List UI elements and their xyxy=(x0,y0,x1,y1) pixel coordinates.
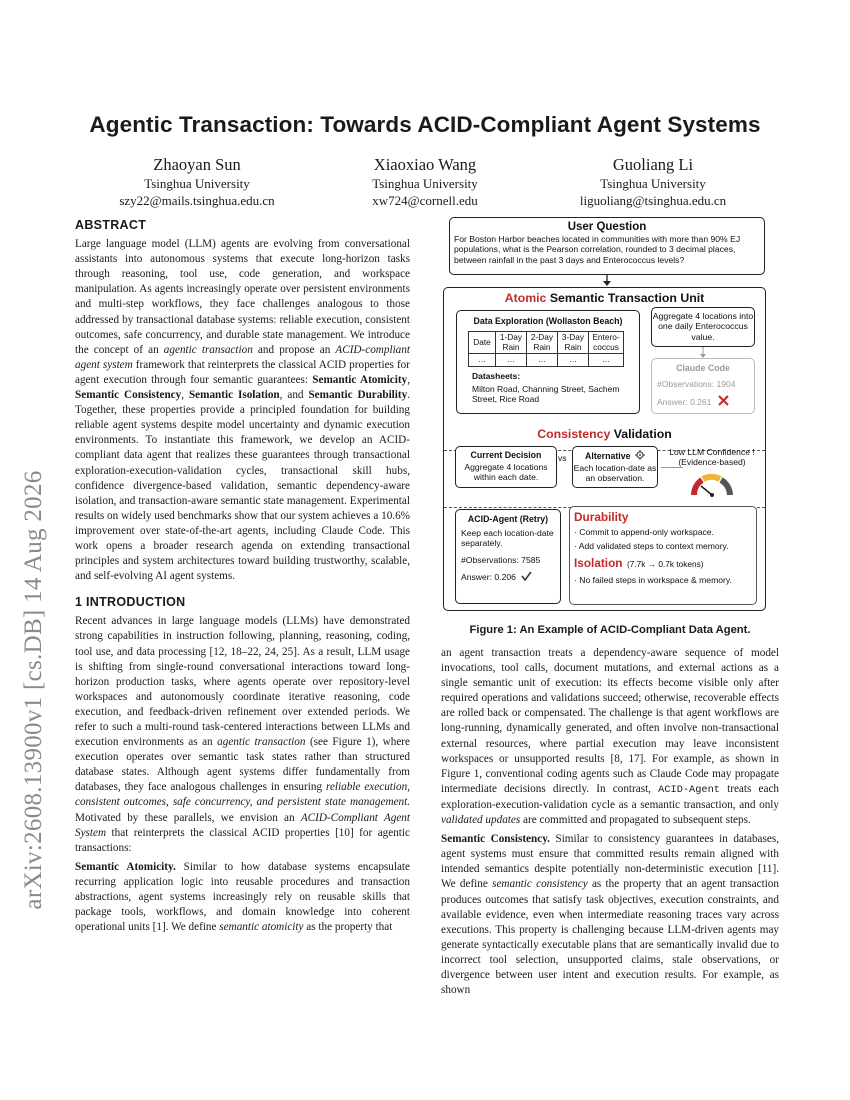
table-row xyxy=(469,354,624,367)
check-icon xyxy=(521,571,532,581)
connector-line xyxy=(661,467,683,468)
alternative-box xyxy=(572,446,658,488)
durability-title: Durability xyxy=(574,510,629,524)
durability-box xyxy=(569,506,757,605)
confidence-gauge-icon xyxy=(690,471,734,497)
alternative-text: Each location-date as an observation. xyxy=(573,463,657,484)
left-column xyxy=(75,218,410,935)
intro-heading: 1 INTRODUCTION xyxy=(75,595,186,610)
gear-icon xyxy=(635,450,645,460)
table-header-cell: Entero-coccus xyxy=(589,332,624,354)
exploration-table xyxy=(468,331,624,367)
isolation-note: (7.7k → 0.7k tokens) xyxy=(626,559,704,569)
author-affiliation: Tsinghua University xyxy=(600,176,706,191)
retry-box xyxy=(455,509,561,604)
author-affiliation: Tsinghua University xyxy=(144,176,250,191)
isolation-row xyxy=(574,554,756,572)
retry-answer: Answer: 0.206 xyxy=(461,571,516,582)
paper-title: Agentic Transaction: Towards ACID-Compliant Agent Systems xyxy=(89,112,761,137)
table-header-cell: 2-Day Rain xyxy=(527,332,558,354)
retry-answer-row xyxy=(461,571,560,582)
claude-code-box xyxy=(651,358,755,414)
author-email: szy22@mails.tsinghua.edu.cn xyxy=(119,193,275,208)
author-name: Xiaoxiao Wang xyxy=(373,155,477,174)
abstract-heading: ABSTRACT xyxy=(75,218,147,232)
table-cell: … xyxy=(558,354,589,367)
user-question-box xyxy=(449,217,765,275)
retry-text: Keep each location-date separately. xyxy=(461,528,554,549)
isolation-item: · No failed steps in workspace & memory. xyxy=(574,575,732,585)
right-paragraph-1: an agent transaction treats a dependency-aware sequence of model invocations, tool calls, document mutations, and external actions as a single semantic unit of execution: its effects become visible only after required operations and validations succeed; otherwise, recoverable effects are rolled back or compensated. The challenge is that agent workflows are long-running, dynamically generated, and often involve non-transactional external resources, where partial execution may leave inconsistent workspaces or unsupported results [8, 17]. For example, as shown in Figure 1, conventional coding agents such as Claude Code may propagate intermediate decisions directly. In contrast, ACID-Agent treats each exploration-execution-validation cycle as a semantic transaction, and only validated updates are committed and propagated to subsequent steps. xyxy=(441,647,780,827)
retry-title: ACID-Agent (Retry) xyxy=(467,514,549,524)
abstract-text: Large language model (LLM) agents are evolving from conversational assistants into autonomous systems that execute long-horizon tasks through reasoning, tool use, code generation, and workspace manipulation. As agents increasingly operate over persistent environments and multi-step workflows, they face challenges analogous to those addressed by transactional database systems: reliable execution, consistent outcomes, safe concurrency, and durable state management. We introduce the concept of an agentic transaction and propose an ACID-compliant agent system framework that reinterprets the classical ACID properties for agent execution through four semantic guarantees: Semantic Atomicity, Semantic Consistency, Semantic Isolation, and Semantic Durability. Together, these properties provide a principled foundation for building reliable agent systems despite model uncertainty and dynamic execution environments. To instantiate this framework, we develop an ACID-compliant data agent that realizes these guarantees through transactional exploration-execution-validation cycles, transactional skill hubs, confidence divergence-based validation, semantic dependency-aware isolation, and transaction-aware semantic state management. Experimental results on widely used benchmarks show that our system achieves a 10.6% improvement over state-of-the-art agents, including Claude Code. This work opens a broader research agenda on extending transactional principles and system architectures toward building trustworthy, scalable, and self-evolving AI agent systems. xyxy=(75,238,411,583)
arrow-down-icon xyxy=(601,275,613,287)
exploration-title: Data Exploration (Wollaston Beach) xyxy=(473,316,623,326)
durability-item: · Add validated steps to context memory. xyxy=(574,541,729,551)
durability-item: · Commit to append-only workspace. xyxy=(574,527,714,537)
figure-caption: Figure 1: An Example of ACID-Compliant Data Agent. xyxy=(469,624,751,636)
claude-observations: #Observations: 1904 xyxy=(657,379,736,389)
claude-code-title: Claude Code xyxy=(676,363,730,373)
atomic-title: Atomic Semantic Transaction Unit xyxy=(504,291,705,305)
data-exploration-box xyxy=(456,310,640,414)
aggregate-box: Aggregate 4 locations into one daily Enterococcus value. xyxy=(651,307,755,347)
current-decision-title: Current Decision xyxy=(470,450,542,460)
intro-paragraph-2: Semantic Atomicity. Similar to how database systems encapsulate recurring application logic into reusable procedures and transaction abstractions, agent systems increasingly rely on reusable skills that package tools, workflows, and domain knowledge into coherent operational units [1]. We define semantic atomicity as the property that xyxy=(75,860,411,934)
isolation-title: Isolation xyxy=(574,556,623,570)
table-header-cell: 1-Day Rain xyxy=(496,332,527,354)
author-name: Guoliang Li xyxy=(612,155,694,174)
user-question-text: For Boston Harbor beaches located in communities with more than 90% EJ populations, what is the Pearson correlation, rounded to 3 decimal places, between rainfall in the past 3 days and Enterococcus levels? xyxy=(454,234,741,265)
table-row xyxy=(469,332,624,354)
datasheets-list: Milton Road, Channing Street, Sachem Street, Rice Road xyxy=(472,383,620,404)
consistency-title: Consistency Validation xyxy=(537,427,672,441)
table-header-cell: Date xyxy=(469,332,496,354)
current-decision-box xyxy=(455,446,557,488)
right-paragraph-2: Semantic Consistency. Similar to consistency guarantees in databases, agent systems must ensure that committed results remain aligned with intended semantics despite potentially non-deterministic execution [11]. We define semantic consistency as the property that an agent transaction produces outcomes that satisfy task objectives, execution constraints, and available evidence, even when intermediate reasoning traces vary across executions. This property is challenging because LLM-driven agents may generate syntactically executable plans that are semantically invalid due to incorrect tool selection, unsupported claims, stale observations, or divergence between user intent and execution results. For example, as shown xyxy=(441,833,779,997)
intro-paragraph-1: Recent advances in large language models (LLMs) have demonstrated strong capabilities in instruction following, planning, reasoning, coding, tool use, and data processing [12, 18–22, 24, 25]. As a result, LLM usage is shifting from single-round conversational interactions toward long-horizon production tasks, where agents operate over repository-level workspaces and autonomously coordinate iterative reasoning, code execution, and feedback-driven refinement over extended periods. We refer to such a multi-round task-centered interactions between LLMs and execution environments as an agentic transaction (see Figure 1), where execution operates over semantic task states rather than structured database states. Although agent systems differ fundamentally from databases, they face analogous challenges in ensuring reliable execution, consistent outcomes, safe concurrency, and persistent state management. Motivated by these parallels, we envision an ACID-Compliant Agent System that reinterprets the classical ACID properties [10] for agentic transactions: xyxy=(75,615,410,854)
table-cell: … xyxy=(527,354,558,367)
confidence-label: Low LLM Confidence ! (Evidence-based) xyxy=(669,447,755,468)
table-cell: … xyxy=(469,354,496,367)
claude-answer: Answer: 0.261 xyxy=(657,397,712,407)
author-email: liguoliang@tsinghua.edu.cn xyxy=(579,193,727,208)
author-2 xyxy=(305,155,545,209)
table-cell: … xyxy=(496,354,527,367)
arxiv-sidebar xyxy=(14,0,54,1100)
vs-label: vs xyxy=(558,453,567,463)
claude-answer-row xyxy=(657,395,754,407)
table-cell: … xyxy=(589,354,624,367)
right-column xyxy=(441,646,779,998)
datasheets-label: Datasheets: xyxy=(472,370,521,381)
alternative-title-row: Alternative xyxy=(573,450,657,461)
author-name: Zhaoyan Sun xyxy=(153,155,241,174)
author-affiliation: Tsinghua University xyxy=(372,176,478,191)
cross-icon xyxy=(718,395,729,406)
author-1 xyxy=(77,155,317,209)
arxiv-id: arXiv:2608.13900v1 [cs.DB] 14 Aug 2026 xyxy=(20,470,47,910)
author-email: xw724@cornell.edu xyxy=(372,193,478,208)
retry-observations: #Observations: 7585 xyxy=(461,554,541,565)
current-decision-text: Aggregate 4 locations within each date. xyxy=(464,462,548,483)
user-question-title: User Question xyxy=(567,221,647,233)
author-3 xyxy=(533,155,773,209)
figure-1 xyxy=(441,215,779,615)
table-header-cell: 3-Day Rain xyxy=(558,332,589,354)
